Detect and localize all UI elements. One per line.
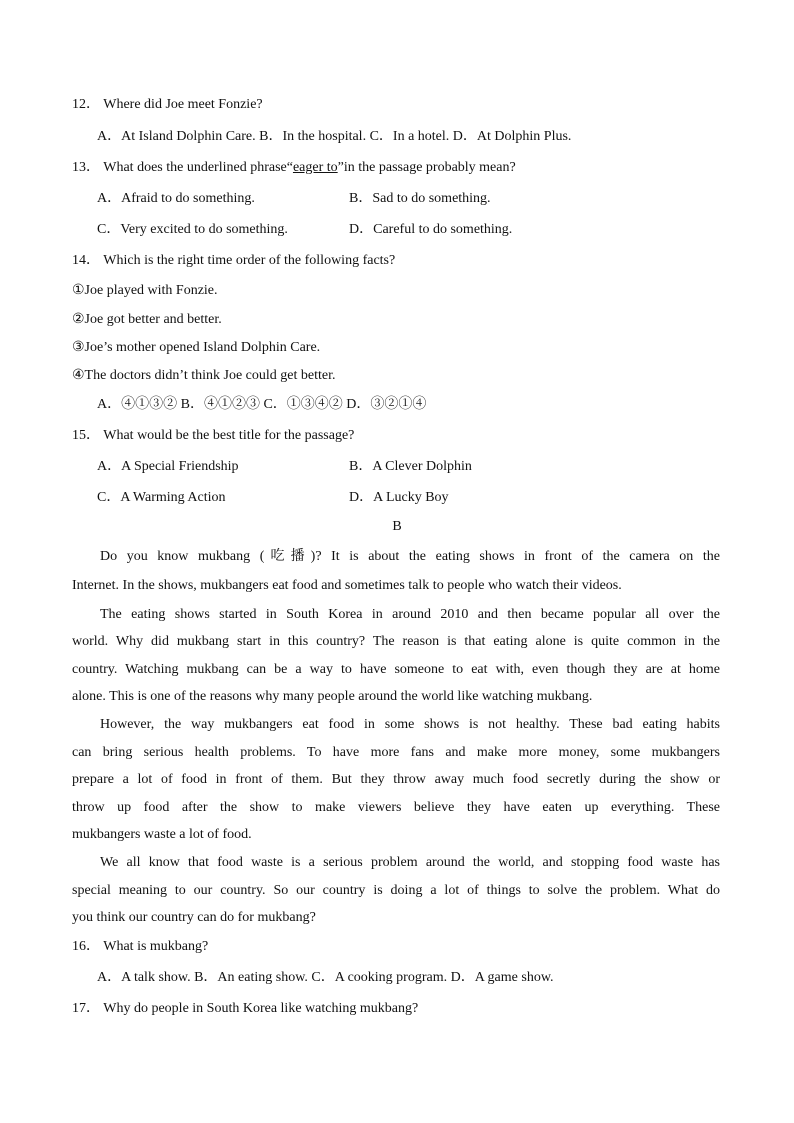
question-15-option-b: B．A Clever Dolphin bbox=[349, 459, 472, 474]
question-17-stem: 17． Why do people in South Korea like watching mukbang? bbox=[72, 1001, 419, 1016]
passage-p3-line-1: However, the way mukbangers eat food in some shows is not healthy. These bad eating habits bbox=[100, 717, 720, 732]
question-14-stem: 14． Which is the right time order of the following facts? bbox=[72, 253, 396, 268]
underlined-phrase: eager to bbox=[292, 160, 338, 175]
passage-p2-line-2: world. Why did mukbang start in this country? The reason is that eating alone is quite common in the bbox=[72, 634, 720, 649]
question-15-option-d: D．A Lucky Boy bbox=[349, 490, 449, 505]
passage-p2-line-1: The eating shows started in South Korea in around 2010 and then became popular all over the bbox=[100, 607, 720, 622]
passage-p4-line-3: you think our country can do for mukbang? bbox=[72, 910, 316, 925]
question-13-stem-after: ”in the passage probably mean? bbox=[337, 160, 516, 175]
question-13-option-b: B．Sad to do something. bbox=[349, 191, 491, 206]
passage-p4-line-2: special meaning to our country. So our country is doing a lot of things to solve the problem. What do bbox=[72, 883, 720, 898]
passage-p3-line-2: can bring serious health problems. To have more fans and make more money, some mukbangers bbox=[72, 745, 720, 760]
question-15-stem: 15． What would be the best title for the passage? bbox=[72, 428, 355, 443]
question-13-stem bbox=[72, 158, 720, 178]
question-12-options: A．At Island Dolphin Care. B．In the hospital. C．In a hotel. D．At Dolphin Plus. bbox=[97, 129, 572, 144]
passage-p2-line-3: country. Watching mukbang can be a way to have someone to eat with, even though they are at home bbox=[72, 662, 720, 677]
question-16-options: A．A talk show. B．An eating show. C．A cooking program. D．A game show. bbox=[97, 970, 554, 985]
question-14-options: A．④①③② B．④①②③ C．①③④② D．③②①④ bbox=[97, 397, 427, 412]
question-14-fact-4: ④The doctors didn’t think Joe could get better. bbox=[72, 368, 336, 383]
question-13-option-d: D．Careful to do something. bbox=[349, 222, 513, 237]
passage-p2-line-4: alone. This is one of the reasons why many people around the world like watching mukbang. bbox=[72, 689, 593, 704]
question-14-fact-1: ①Joe played with Fonzie. bbox=[72, 283, 218, 298]
question-15-option-c: C．A Warming Action bbox=[97, 490, 226, 505]
question-14-fact-2: ②Joe got better and better. bbox=[72, 312, 222, 327]
question-13-stem-before: 13． What does the underlined phrase“ bbox=[72, 160, 293, 175]
section-b-heading: B bbox=[392, 519, 402, 534]
question-15-option-a: A．A Special Friendship bbox=[97, 459, 239, 474]
question-13-option-a: A．Afraid to do something. bbox=[97, 191, 255, 206]
question-13-option-c: C．Very excited to do something. bbox=[97, 222, 288, 237]
passage-p4-line-1: We all know that food waste is a serious problem around the world, and stopping food waste has bbox=[100, 855, 720, 870]
passage-p3-line-5: mukbangers waste a lot of food. bbox=[72, 827, 252, 842]
passage-p3-line-3: prepare a lot of food in front of them. But they throw away much food secretly during the show or bbox=[72, 772, 720, 787]
passage-p1-line-1: Do you know mukbang (吃播)? It is about the eating shows in front of the camera on the bbox=[100, 549, 720, 564]
passage-p1-line-2: Internet. In the shows, mukbangers eat food and sometimes talk to people who watch their videos. bbox=[72, 578, 622, 593]
question-12-stem: 12． Where did Joe meet Fonzie? bbox=[72, 97, 263, 112]
question-16-stem: 16． What is mukbang? bbox=[72, 939, 209, 954]
question-14-fact-3: ③Joe’s mother opened Island Dolphin Care. bbox=[72, 340, 321, 355]
passage-p3-line-4: throw up food after the show to make viewers believe they have eaten up everything. These bbox=[72, 800, 720, 815]
